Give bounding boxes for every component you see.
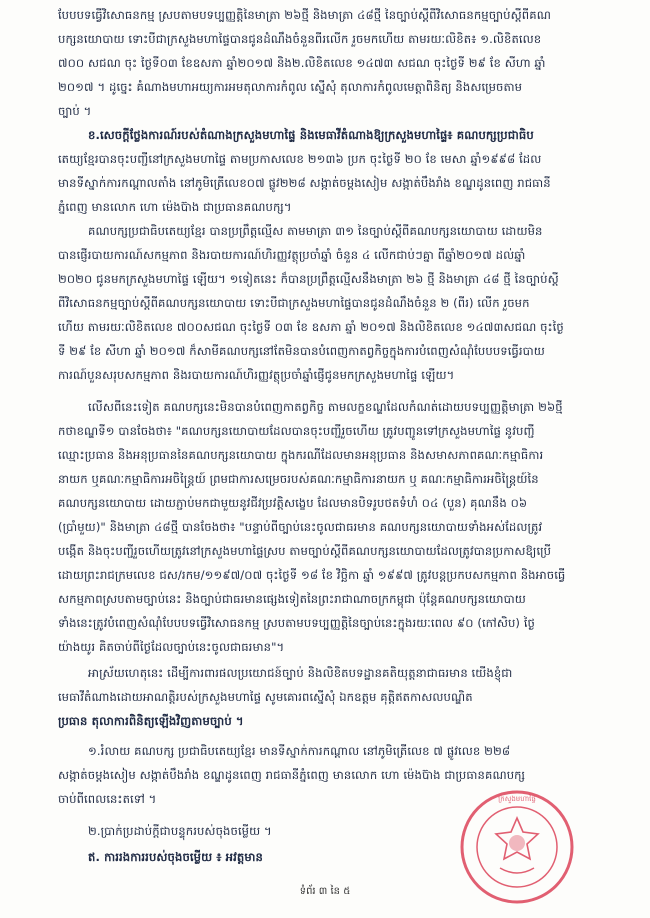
text-line: ហើយ តាមរយៈលិខិតលេខ ៧០០សជណ ចុះថ្ងៃទី ០៣ ខែ ឧសភា ឆ្នាំ ២០១៧ និងលិខិតលេខ ១៤៧៣សជណ ចុះថ្ងៃ (58, 320, 564, 334)
text-line: ពីវិសោធនកម្មច្បាប់ស្តីពីគណបក្សនយោបាយ ទោះបីជាក្រសួងមហាផ្ទៃបានជូនដំណឹងចំនួន ២ (ពីរ) លើក រួចមក (58, 296, 530, 310)
text-line: គណបក្សប្រជាធិបតេយ្យខ្មែរ បានប្រព្រឹត្តល្មើស តាមមាត្រា ៣១ នៃច្បាប់ស្តីពីគណបក្សនយោបាយ ដោយមិន (88, 224, 543, 238)
text-line: បក្សនយោបាយ ទោះបីជាក្រសួងមហាផ្ទៃបានជូនដំណឹងចំនួនពីរលើក រួចមកហើយ តាមរយៈលិខិត៖ ១.លិខិតលេខ (58, 32, 542, 46)
text-line: កថាខណ្ឌទី១ បានចែងថា៖ "គណបក្សនយោបាយដែលបានចុះបញ្ជីរួចហើយ ត្រូវបញ្ជូនទៅក្រសួងមហាផ្ទៃ នូវបញ្ជី (58, 424, 535, 438)
text-line: ២០១៧ ។ ដូច្នេះ គំណាងមហាអយ្យការអមតុលាការកំពូល ស្នើសុំ តុលាការកំពូលមេត្តាពិនិត្យ និងសម្រេចតាម (58, 80, 523, 94)
text-line: ឈ្មោះប្រធាន និងអនុប្រធាននៃគណបក្សនយោបាយ ក្នុងករណីដែលមានអនុប្រធាន និងសមាសភាពគណៈកម្មាធិការ (58, 448, 544, 462)
text-line: តេយ្យខ្មែរបានចុះបញ្ជីនៅក្រសួងមហាផ្ទៃ តាមប្រកាសលេខ ២១៣៦ ប្រក ចុះថ្ងៃទី ២០ ខែ មេសា ឆ្នាំ១៩៩៨ ដែល (58, 152, 542, 166)
text-line: ២០២០ ជូនមកក្រសួងមហាផ្ទៃ ឡើយ។ ១ទៀតនេះ ក៏បានប្រព្រឹត្តល្មើសនឹងមាត្រា ២៦ ថ្មី និងមាត្រា ៤៨ ថ្មី នៃច្បាប់ស្តី (58, 272, 559, 286)
text-line: នាយក ឬគណៈកម្មាធិការអចិន្ត្រៃយ៍ ព្រមជាការសម្រេចរបស់គណៈកម្មាធិការនាយក ឬ គណៈកម្មាធិការអចិន្ត្រៃយ៍នៃ (58, 472, 539, 486)
text-line: សង្កាត់ចម្តងសៀម សង្កាត់បឹងរាំង ខណ្ឌដូនពេញ រាជធានីភ្នំពេញ មានលោក ហោ ម៉េងប៊ាង ជាប្រធានគណបក្ស (58, 768, 526, 782)
text-line: យ៉ាងយូរ គិតចាប់ពីថ្ងៃដែលច្បាប់នេះចូលជាធរមាន"។ (58, 640, 285, 654)
text-line: បង្កើត និងចុះបញ្ជីរួចហើយត្រូវនៅក្រសួងមហាផ្ទៃស្រប តាមច្បាប់ស្តីពីគណបក្សនយោបាយដែលត្រូវបានប្រកាសឱ្យប្រើ (58, 544, 552, 558)
text-line: សកម្មភាពស្របតាមច្បាប់នេះ និងច្បាប់ជាធរមានផ្សេងទៀតនៃព្រះរាជាណាចក្រកម្ពុជា ប៉ុន្តែគណបក្សនយោបាយ (58, 592, 526, 606)
text-line: គណបក្សនយោបាយ ដោយភ្ជាប់មកជាមួយនូវជីវប្រវត្តិសង្ខេប ដែលមានបិទរូបថតទំហំ ០៤ (បួន) គុណនឹង ០៦ (58, 496, 528, 510)
text-line: ទាំងនេះត្រូវបំពេញសំណុំបែបបទធ្វើវិសោធនកម្ម ស្របតាមបទប្បញ្ញត្តិនៃច្បាប់នេះក្នុងរយៈពេល ៩០ (កៅសិប) ថ្ងៃ (58, 616, 535, 630)
text-line: ប្រធាន តុលាការពិនិត្យឡើងវិញតាមច្បាប់ ។ (58, 714, 244, 728)
text-line: មេធាវីតំណាងដោយអាណត្តិរបស់ក្រសួងមហាផ្ទៃ សូមគោរពស្នើសុំ ឯកឧត្តម គុត្តិឥតកាសលបណ្ឌិត (58, 690, 473, 704)
list-item: ឥ. ការរងការរបស់ចុងចម្លើយ ៖ អវត្តមាន (88, 850, 263, 864)
text-line: អាស្រ័យហេតុនេះ ដើម្បីការពារផលប្រយោជន៍ច្បាប់ និងលិខិតបទដ្ឋានគតិយុត្តនាជាធរមាន យើងខ្ញុំជា (88, 666, 513, 680)
text-line: ច្បាប់ ។ (58, 104, 92, 118)
text-line: (ប្រាំមួយ)" និងមាត្រា ៤៨ថ្មី បានចែងថា៖ "បន្ទាប់ពីច្បាប់នេះចូលជាធរមាន គណបក្សនយោបាយទាំងអស់ដែលត្រូវ (58, 520, 543, 534)
text-line: បែបបទធ្វើវិសោធនកម្ម ស្របតាមបទប្បញ្ញត្តិនៃមាត្រា ២៦ថ្មី និងមាត្រា ៤៨ថ្មី នៃច្បាប់ស្តីពីវិសោធនកម្មច្បាប់ស្តីពីគណ (58, 8, 551, 22)
list-item: ១.រំលាយ គណបក្ស ប្រជាធិបតេយ្យខ្មែរ មានទីស្នាក់ការកណ្តាល នៅភូមិត្រើលេខ ៧ ផ្លូវលេខ ២២៨ (88, 744, 511, 758)
text-line: ទី ២៩ ខែ សីហា ឆ្នាំ ២០១៧ ក៏សាមីគណបក្សនៅតែមិនបានបំពេញកាតព្វកិច្ចក្នុងការបំពេញសំណុំបែបបទធ្វើរបាយ (58, 344, 545, 358)
text-line: បានផ្ញើរបាយការណ៍សកម្មភាព និងរបាយការណ៍ហិរញ្ញវត្ថុប្រចាំឆ្នាំ ចំនួន ៤ លើកជាប់ៗគ្នា ពីឆ្នាំ២០១៧ ដល់ឆ្នាំ (58, 248, 526, 262)
list-item: ២.ប្រាក់ប្រដាប់ក្តីជាបន្ទុករបស់ចុងចម្លើយ ។ (88, 824, 272, 838)
text-line: ដោយព្រះរាជក្រមលេខ ជស/រកម/១១៩៧/០៧ ចុះថ្ងៃទី ១៨ ខែ វិច្ឆិកា ឆ្នាំ ១៩៩៧ ត្រូវបន្តប្រកបសកម្មភាព និងអាចធ្វើ (58, 568, 566, 582)
text-line: ចាប់ពីពេលនេះតទៅ ។ (58, 792, 157, 806)
text-line: មានទីស្នាក់ការកណ្តាលតាំង នៅភូមិត្រើលេខ០៧ ផ្លូវ២២៨ សង្កាត់ចម្តងសៀម សង្កាត់បឹងរាំង ខណ្ឌដូនពេញ រាជធានី (58, 176, 551, 190)
text-line: ការណ៍បួនសរុបសកម្មភាព និងរបាយការណ៍ហិរញ្ញវត្ថុប្រចាំឆ្នាំផ្ញើជូនមកក្រសួងមហាផ្ទៃ ឡើយ។ (58, 368, 455, 382)
page-number: ទំព័រ ៣ នៃ ៥ (299, 886, 351, 897)
text-line: ភ្នំពេញ មានលោក ហោ ម៉េងប៊ាង ជាប្រធានគណបក្ស។ (58, 200, 292, 214)
text-line: ៧០០ សជណ ចុះ ថ្ងៃទី០៣ ខែឧសភា ឆ្នាំ២០១៧ និង២.លិខិតលេខ ១៤៧៣ សជណ ចុះថ្ងៃទី ២៩ ខែ សីហា ឆ្នាំ (58, 56, 546, 70)
section-heading: ខ.សេចក្តីថ្លែងការណ៍របស់តំណាងក្រសួងមហាផ្ទៃ និងមេធាវីតំណាងឱ្យក្រសួងមហាផ្ទៃ៖ គណបក្សប្រជាធិប (88, 128, 534, 142)
stamp-text: ក្រសួងមហាផ្ទៃ (498, 795, 536, 803)
text-line: លើសពីនេះទៀត គណបក្សនេះមិនបានបំពេញកាតព្វកិច្ច តាមលក្ខខណ្ឌដែលកំណត់ដោយបទប្បញ្ញត្តិមាត្រា ២៦ថ្មី (88, 400, 563, 414)
